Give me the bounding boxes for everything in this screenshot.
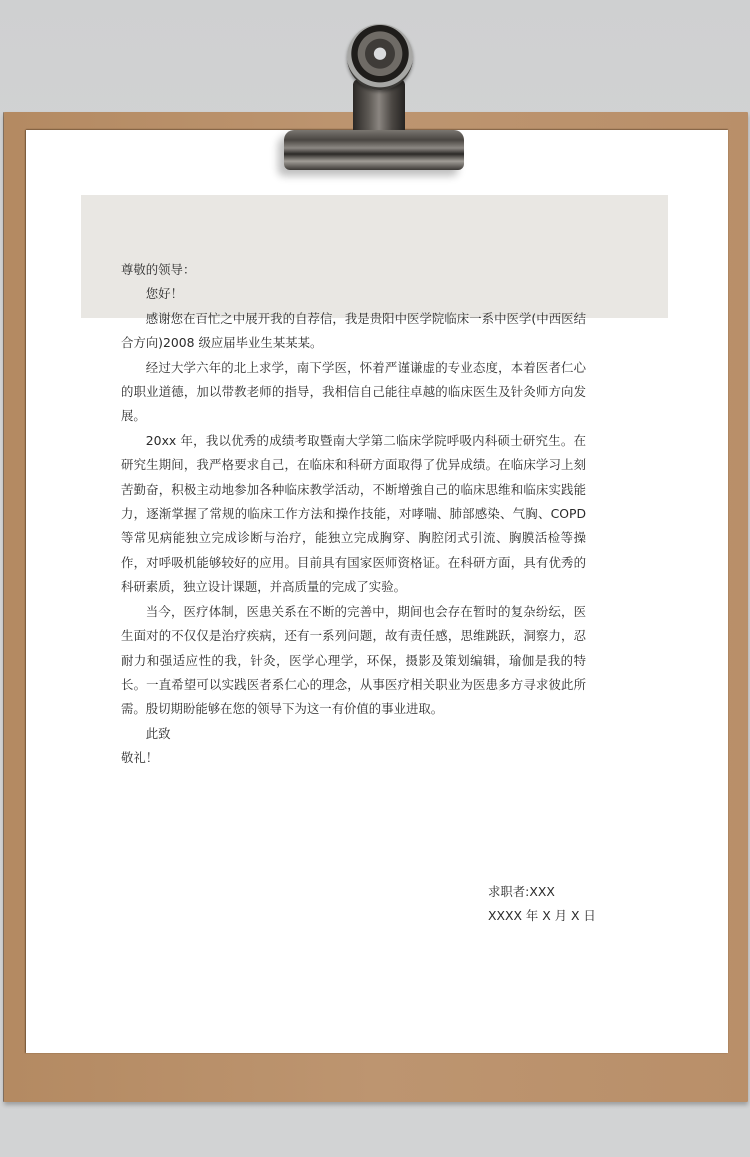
greeting: 您好！ bbox=[145, 286, 183, 302]
date: XXXX 年 X 月 X 日 bbox=[488, 908, 596, 923]
salutation: 尊敬的领导： bbox=[121, 262, 196, 277]
paragraph-1: 感谢您在百忙之中展开我的自荐信，我是贵阳中医学院临床一系中医学(中西医结合方向)2008 级应届毕业生某某某。 bbox=[121, 310, 586, 351]
paragraph-2: 经过大学六年的北上求学，南下学医，怀着严谨谦虚的专业态度，本着医者仁心的职业道德，加以带教老师的指导，我相信自己能往卓越的临床医生及针灸师方向发展。 bbox=[121, 359, 586, 424]
signature: 求职者:XXX bbox=[488, 884, 555, 899]
closing-line-1: 此致 bbox=[145, 725, 171, 741]
clip-base bbox=[284, 130, 464, 170]
clip-ring bbox=[347, 24, 413, 90]
closing-line-2: 敬礼！ bbox=[121, 750, 159, 766]
letter-body bbox=[121, 258, 586, 771]
paragraph-3: 20xx 年，我以优秀的成绩考取暨南大学第二临床学院呼吸内科硕士研究生。在研究生期间，我严格要求自己，在临床和科研方面取得了优异成绩。在临床学习上刻苦勤奋，积极主动地参加各种临床教学活动，不断增強自己的临床思维和临床实践能力，逐渐掌握了常规的临床工作方法和操作技能，对哮喘、肺部感染、气胸、COPD 等常见病能独立完成诊断与治疗，能独立完成胸穿、胸腔闭式引流、胸膜活检等操作，对呼吸机能够较好的应用。目前具有国家医师资格证。在科研方面，具有优秀的科研素质，独立设计课题，并高质量的完成了实验。 bbox=[121, 432, 586, 595]
paragraph-4: 当今，医疗体制，医患关系在不断的完善中，期间也会存在暂时的复杂纷纭，医生面对的不仅仅是治疗疾病，还有一系列问题，故有责任感，思维跳跃，洞察力，忍耐力和强适应性的我，针灸，医学心理学，环保，摄影及策划编辑，瑜伽是我的特长。一直希望可以实践医者系仁心的理念，从事医疗相关职业为医患多方寻求彼此所需。殷切期盼能够在您的领导下为这一有价值的事业进取。 bbox=[121, 603, 586, 717]
binder-clip-icon bbox=[283, 24, 467, 174]
